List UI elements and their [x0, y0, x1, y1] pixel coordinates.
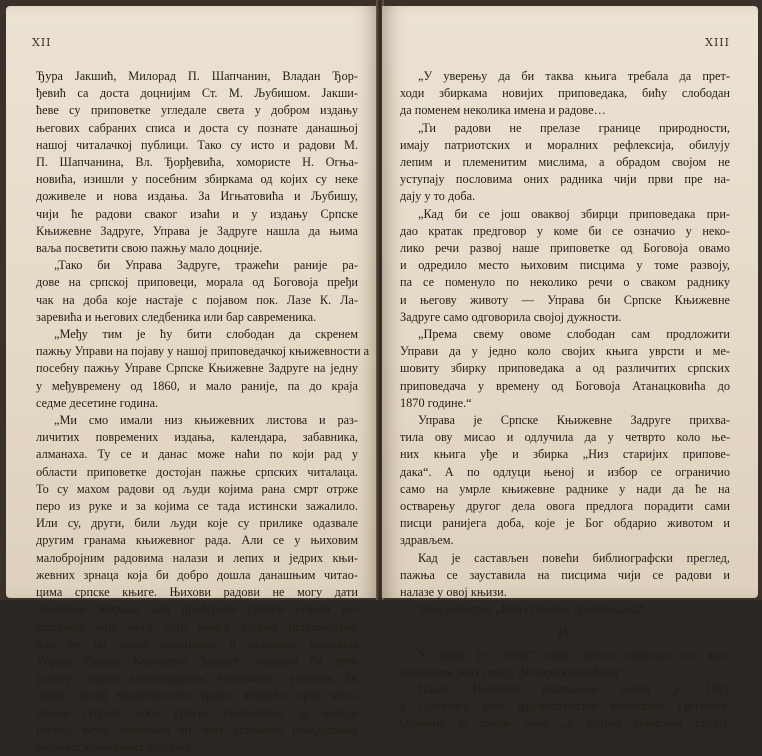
- text-line: чији ће радови сваког изаћи и у издању Српске: [36, 206, 358, 221]
- text-line: личитих повремених издања, календара, забавника,: [36, 430, 358, 445]
- text-line: ваљаних књижевних радника.: [36, 739, 193, 754]
- text-line: приповедача у времену од Боговоја Атанацковића до: [400, 378, 730, 393]
- text-block: [400, 647, 730, 733]
- text-line: другим гранама књижевног рада. Али се у њиховим: [36, 533, 358, 548]
- text-line: његових сабраних списа и доста су познате данашњој: [36, 120, 358, 135]
- text-line: уступају пословима оних радника чији први пре на-: [400, 172, 730, 187]
- text-line: у међувремену од 1860, и мало раније, па до краја: [36, 378, 358, 393]
- text-line: ђевић са доста доцнијим Ст. М. Љубишом. Јакши-: [36, 86, 358, 101]
- text-line: само на умрле књижевне раднике у нади да ће на: [400, 481, 730, 496]
- section-heading: IV: [557, 625, 573, 641]
- text-line: шовиту збирку приповедака а од различитих српских: [400, 361, 730, 376]
- text-line: Управа Српске Књижевне Задруге, учинила би лепу: [36, 653, 358, 668]
- left-page: [6, 6, 378, 754]
- text-line: „У уверењу да би таква књига требала да прет-: [418, 69, 730, 83]
- text-line: остварењу другог дела овога предлога порадити сами: [400, 499, 730, 514]
- text-line: „Ми смо имали низ књижевних листова и раз-: [54, 413, 358, 428]
- text-line: Основне је школе учио „у једном сремском ссощу,: [400, 716, 730, 731]
- text-line: заревића и његових следбеника или бар савременика.: [36, 309, 317, 324]
- text-line: У овом је „Низу“ прво место припало по хро-: [418, 647, 730, 662]
- text-line: ходи збиркама новијих приповедака, бићу слободан: [400, 86, 730, 101]
- text-line: и одредило место њиховим писцима у томе развоју,: [400, 258, 730, 273]
- text-line: добро нашој књижевности, трајно везујући пред чита-: [36, 688, 358, 703]
- text-line: Кад је састављен повећи библиографски преглед,: [418, 550, 730, 565]
- text-line: оцима старије добе српске приповетке за новији: [36, 705, 358, 720]
- text-line: чак на доба које настаје с појавом пок. Лазе К. Ла-: [36, 292, 358, 307]
- text-block: [400, 68, 730, 619]
- text-line: да поменем неколика имена и радове…: [400, 103, 606, 118]
- left-page-body: [36, 68, 370, 756]
- right-page: [382, 6, 758, 731]
- text-line: Кад би тај посао одабирања и издавања завршила: [36, 636, 358, 651]
- text-line: услугу својим многобројним члановима; учинила би: [36, 671, 358, 686]
- text-line: здрављем.: [400, 533, 454, 548]
- text-line: алманаха. Ту се и данас може наћи по који рад у: [36, 447, 358, 462]
- text-line: Управа је Српске Књижевне Задруге прихва-: [418, 413, 730, 428]
- text-line: седме десетине година.: [36, 395, 159, 410]
- text-line: доживеле и нова издања. За Игњатовића и Љубишу,: [36, 189, 358, 204]
- text-line: нашој читалачкој публици. Тако су исто и радови М.: [36, 137, 358, 152]
- text-line: налазе у овој књизи.: [400, 585, 507, 600]
- text-line: То су махом радови од људи којима рана смрт отрже: [36, 481, 358, 496]
- text-line: дају у то доба.: [400, 189, 476, 204]
- text-line: пажња се зауставила на писцима чији се радови и: [400, 567, 730, 582]
- text-line: жевних зрнаца која би добро дошла данашњим читао-: [36, 567, 358, 582]
- text-line: 1870 године.“: [400, 395, 472, 410]
- text-line: и његову животу — Управа би Српске Књижевне: [400, 292, 730, 307]
- text-line: лико речи развој наше приповетке од Боговоја овамо: [400, 241, 730, 256]
- page-number: XIII: [705, 36, 730, 49]
- text-line: „Међу тим је ћу бити слободан да скренем: [54, 327, 358, 342]
- text-line: период њену; обновила би лепу успомену некадашњих: [36, 722, 358, 737]
- text-line: области приповетке достојан пажње српских читалаца.: [36, 464, 358, 479]
- text-line: Задруге само одговорила својој дужности.: [400, 309, 622, 324]
- text-line: них књига уђе и збирка „Низ старијих припове-: [400, 447, 730, 462]
- text-line: новића, изишли у посебним збиркама од којих су неке: [36, 172, 358, 187]
- text-line: Књижевне Задруге, Управа је Задруге нашла да њима: [36, 223, 358, 238]
- text-line: посебну пажњу Управе Српске Књижевне Задруге на једну: [36, 361, 358, 376]
- text-line: пажњу Управи на појаву у нашој приповедачкој књижевности а: [36, 344, 370, 359]
- text-line: посебних збирака, али проберани срећни огледи не-: [36, 602, 358, 617]
- text-line: цима српске књиге. Њихови радови не могу дати: [36, 585, 358, 600]
- text-line: „Тако би Управа Задруге, тражећи раније ра-: [54, 258, 358, 273]
- text-line: Тако је постао „Низ старијих приповедака“.: [418, 602, 648, 617]
- text-line: дака“. А по одлуци њеној и избор се ограничио: [400, 464, 730, 479]
- text-line: Управи да у једно коло својих књига уврсти и ме-: [400, 344, 730, 359]
- text-line: П. Шапчанина, Вл. Ђорђевића, хомористе Н. Огња-: [36, 155, 358, 170]
- text-line: ваља посветити свою пажњу мало доцније.: [36, 241, 263, 256]
- text-line: „Ти радови не прелазе границе природности,: [418, 120, 730, 135]
- right-page-body: [400, 68, 730, 733]
- text-line: перо из руке и за којима се тада истински зажалило.: [36, 499, 358, 514]
- text-line: имају патриотских и моралних рефлексија, обилују: [400, 137, 730, 152]
- text-line: тила ову мисао и одлучила да у четврто коло ње-: [400, 430, 730, 445]
- text-line: нолошком реду писцу „Четири каранфила“.: [400, 664, 627, 679]
- text-line: лепим и племенитим мислима, а обрадом својом не: [400, 155, 730, 170]
- text-line: у Грегетегу, селу фрушкогорског манастира Грегетега.: [400, 699, 730, 714]
- text-line: „Према свему овоме слободан сам продложити: [418, 327, 730, 342]
- text-line: дове на српској приповеци, морала од Боговоја пређи: [36, 275, 358, 290]
- text-line: „Кад би се још оваквој збирци приповедака при-: [418, 206, 730, 221]
- text-line: ћеве су приповетке угледале света у добром издању: [36, 103, 358, 118]
- text-line: дао кратак предговор у коме би се означио у неко-: [400, 223, 730, 238]
- text-line: Или су, други, били људи које су прилике одазвале: [36, 516, 358, 531]
- text-line: па се поменуло по неколико речи о сваком раднику: [400, 275, 730, 290]
- text-line: колицине њих могу дати књигу добрих приповедака.: [36, 619, 358, 634]
- page-number: XII: [32, 36, 52, 49]
- text-line: малобројним радовима налази и лепих и једрих књи-: [36, 550, 358, 565]
- text-line: Ђура Јакшић, Милорад П. Шапчанин, Владан Ђор-: [36, 69, 358, 83]
- text-line: писци ранијега доба, које је Бог обдарио животом и: [400, 516, 730, 531]
- text-line: Павле Поповић Шапчанин рођен је 1827: [418, 681, 730, 696]
